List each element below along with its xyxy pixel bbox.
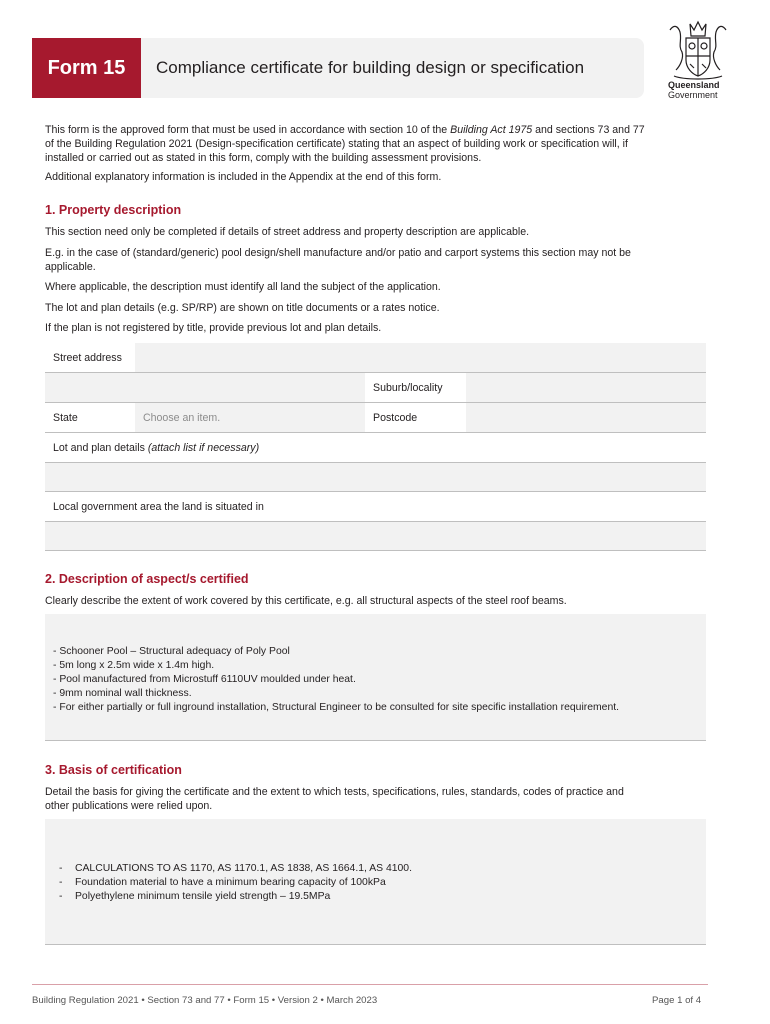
aspect-line: - Pool manufactured from Microstuff 6110UV moulded under heat.: [53, 674, 356, 685]
section1-example: [45, 246, 695, 274]
section3-instructions-line1: Detail the basis for giving the certificate and the extent to which tests, specifications, rules, standards, codes of practice and: [45, 786, 624, 798]
lot-plan-label-row: [45, 433, 706, 463]
section2-instructions: Clearly describe the extent of work covered by this certificate, e.g. all structural aspects of the steel roof beams.: [45, 595, 567, 607]
basis-item-bullet: -: [59, 877, 63, 888]
section1-heading: 1. Property description: [45, 203, 182, 217]
gov-name-queensland: Queensland: [668, 80, 720, 90]
basis-item-text: CALCULATIONS TO AS 1170, AS 1170.1, AS 1838, AS 1664.1, AS 4100.: [75, 863, 412, 874]
section1-note: This section need only be completed if details of street address and property description are applicable.: [45, 226, 530, 238]
lga-field[interactable]: [45, 522, 706, 551]
state-label: State: [53, 411, 78, 424]
section1-example-line1: E.g. in the case of (standard/generic) pool design/shell manufacture and/or patio and carport systems this section may not be: [45, 247, 631, 259]
basis-item: [59, 876, 706, 890]
street-address-field[interactable]: [135, 343, 706, 372]
section1-lot-plan-note: The lot and plan details (e.g. SP/RP) are shown on title documents or a rates notice.: [45, 302, 440, 314]
lot-plan-field[interactable]: [45, 463, 706, 492]
intro-appendix-note: Additional explanatory information is included in the Appendix at the end of this form.: [45, 171, 442, 183]
basis-of-certification-field[interactable]: [45, 819, 706, 945]
intro-text-line2: of the Building Regulation 2021 (Design-specification certificate) stating that an aspect of building work or specification will, if: [45, 138, 628, 150]
section3-instructions-line2: other publications were relied upon.: [45, 800, 213, 812]
section2-heading: 2. Description of aspect/s certified: [45, 572, 249, 586]
basis-item-text: Foundation material to have a minimum bearing capacity of 100kPa: [75, 877, 386, 888]
aspect-line: - 5m long x 2.5m wide x 1.4m high.: [53, 660, 215, 671]
page-title: Compliance certificate for building design or specification: [156, 58, 585, 77]
intro-text-a: This form is the approved form that must be used in accordance with section 10 of the: [45, 124, 451, 136]
basis-item-bullet: -: [59, 863, 63, 874]
basis-item: [59, 862, 706, 876]
lot-plan-label-text: Lot and plan details: [53, 441, 145, 454]
suburb-field[interactable]: [466, 373, 706, 402]
section3-instructions: [45, 785, 695, 813]
basis-item-bullet: -: [59, 891, 63, 902]
government-logo-text: [668, 80, 720, 100]
state-select[interactable]: Choose an item.: [135, 403, 365, 432]
postcode-label: Postcode: [373, 411, 418, 424]
section3-heading: 3. Basis of certification: [45, 763, 182, 777]
section1-unregistered-note: If the plan is not registered by title, provide previous lot and plan details.: [45, 322, 382, 334]
section1-example-line2: applicable.: [45, 261, 96, 273]
basis-item: [59, 890, 706, 904]
section1-where-applicable: Where applicable, the description must identify all land the subject of the application.: [45, 281, 441, 293]
postcode-field[interactable]: [466, 403, 706, 432]
intro-act-name: Building Act 1975: [450, 124, 533, 136]
gov-name-government: Government: [668, 90, 718, 100]
basis-item-text: Polyethylene minimum tensile yield strength – 19.5MPa: [75, 891, 331, 902]
intro-text-b: and sections 73 and 77: [532, 124, 645, 136]
aspect-line: - Schooner Pool – Structural adequacy of Poly Pool: [53, 646, 290, 657]
footer-page-number: Page 1 of 4: [652, 995, 702, 1006]
lga-label-row: [45, 492, 706, 522]
aspect-line: - 9mm nominal wall thickness.: [53, 688, 192, 699]
state-postcode-row: [45, 403, 706, 433]
lot-plan-hint: (attach list if necessary): [147, 441, 260, 454]
lga-label: Local government area the land is situated in: [53, 500, 264, 513]
street-address-field-line2[interactable]: [45, 373, 365, 402]
form-number-badge: Form 15: [32, 38, 141, 98]
aspect-description-field[interactable]: [45, 614, 706, 741]
footer-document-reference: Building Regulation 2021 • Section 73 and 77 • Form 15 • Version 2 • March 2023: [32, 995, 378, 1006]
intro-paragraph: [45, 123, 695, 165]
suburb-label: Suburb/locality: [373, 381, 443, 394]
queensland-crest-icon: [660, 16, 736, 86]
street-address-row: [45, 343, 706, 373]
suburb-row: [45, 373, 706, 403]
lot-plan-label: [45, 433, 706, 462]
intro-text-line3: installed or carried out as stated in this form, comply with the building assessment provisions.: [45, 152, 482, 164]
street-address-label: Street address: [53, 351, 122, 364]
aspect-line: - For either partially or full inground installation, Structural Engineer to be consulted for site specific installation requirement.: [53, 702, 619, 713]
footer-divider: [32, 984, 708, 985]
